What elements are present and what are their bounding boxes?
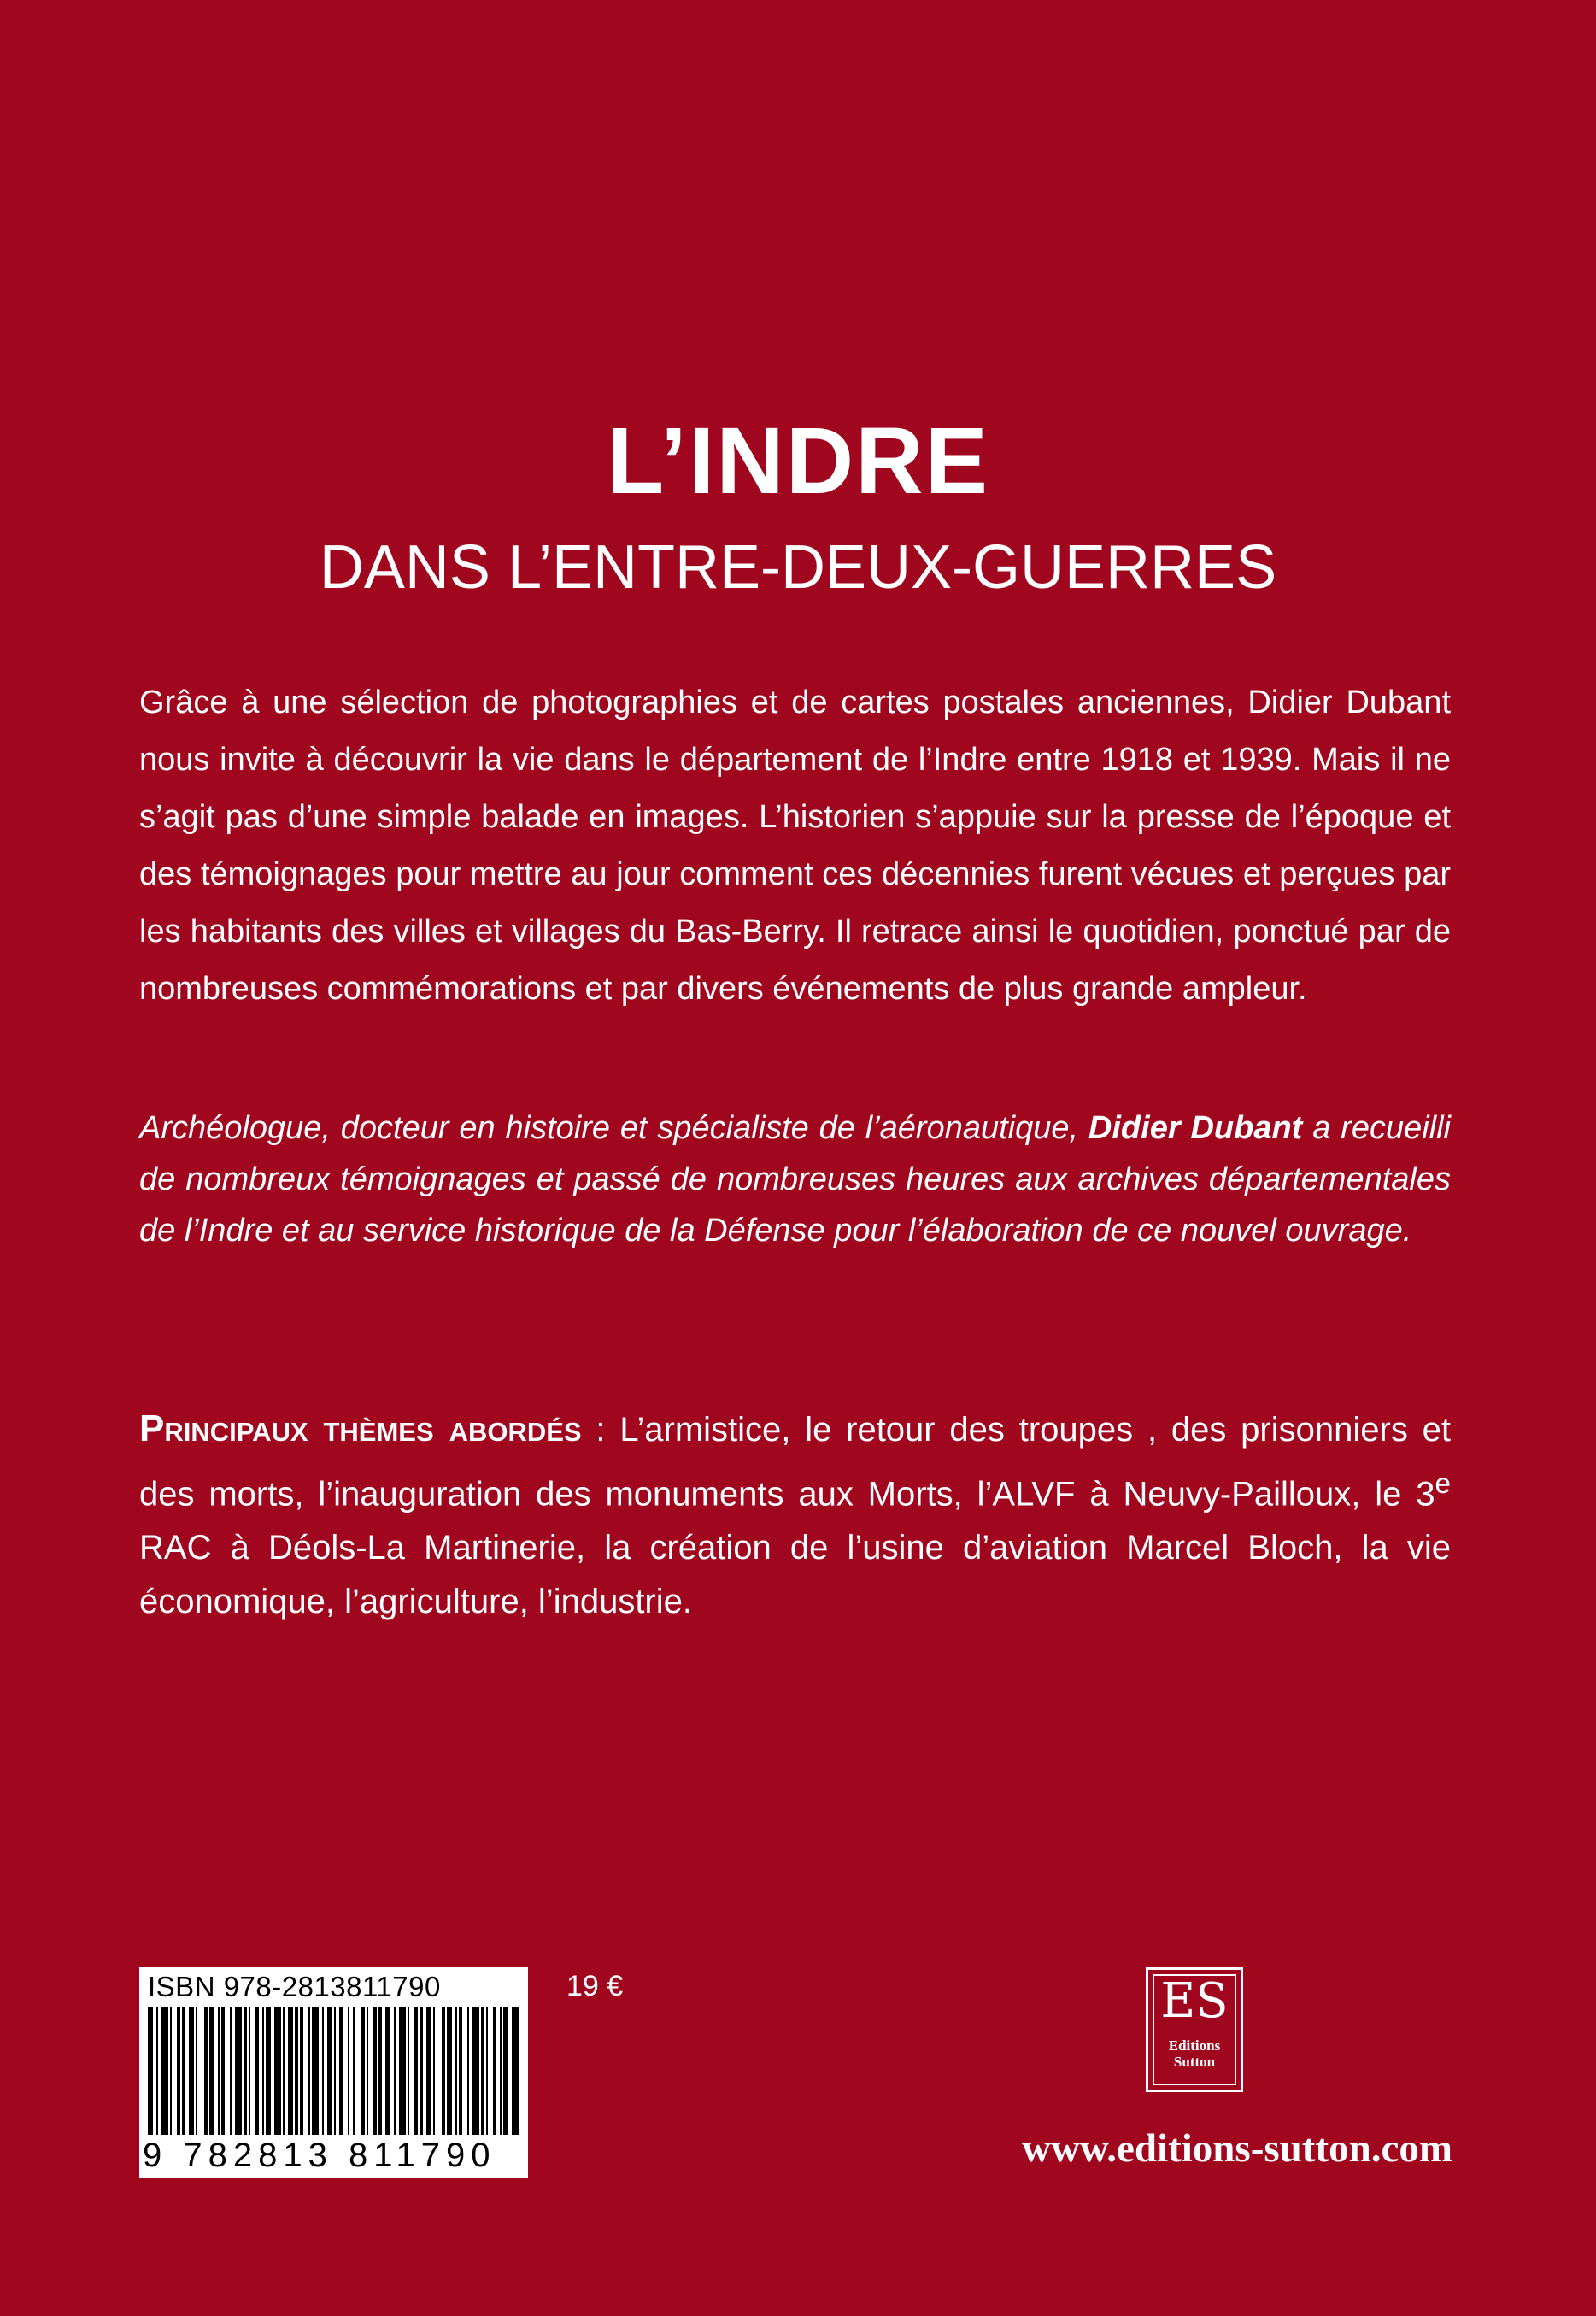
barcode-bar [442, 2007, 445, 2135]
themes-text-2: RAC à Déols-La Martinerie, la création de l’usine d’aviation Marcel Bloch, la vie économique, l’agriculture, l’industrie. [139, 1529, 1451, 1621]
barcode-bar [148, 2007, 153, 2135]
barcode-bar [459, 2007, 462, 2135]
barcode-bar [249, 2007, 250, 2135]
publisher-url[interactable]: www.editions-sutton.com [1022, 2126, 1452, 2171]
barcode-bar [467, 2007, 469, 2135]
publisher-logo-letters: ES [1160, 1973, 1229, 2029]
barcode-bar [244, 2007, 247, 2135]
barcode-bar [204, 2007, 208, 2135]
themes-superscript: e [1435, 1468, 1451, 1500]
barcode-bar [447, 2007, 452, 2135]
barcode-bar [348, 2007, 349, 2135]
barcode-bar [373, 2007, 377, 2135]
barcode-digits: 9 782813 811790 [143, 2137, 496, 2174]
barcode-bar [512, 2007, 519, 2135]
barcode-bar [196, 2007, 197, 2135]
barcode-bar [189, 2007, 194, 2135]
barcode-bar [312, 2007, 319, 2135]
isbn-barcode [139, 1967, 528, 2178]
barcode-bar [218, 2007, 220, 2135]
barcode-bar [156, 2007, 158, 2135]
barcode-bar [408, 2007, 409, 2135]
barcode-bars [148, 2007, 519, 2135]
themes-paragraph [139, 1402, 1451, 1629]
barcode-bar [283, 2007, 285, 2135]
barcode-bar [353, 2007, 355, 2135]
barcode-bar [486, 2007, 488, 2135]
barcode-bar [493, 2007, 496, 2135]
barcode-bar [274, 2007, 281, 2135]
barcode-bar [503, 2007, 508, 2135]
barcode-bar [266, 2007, 271, 2135]
barcode-bar [339, 2007, 343, 2135]
barcode-bar [209, 2007, 214, 2135]
book-subtitle: DANS L’ENTRE-DEUX-GUERRES [319, 533, 1277, 602]
barcode-bar [394, 2007, 396, 2135]
barcode-bar [288, 2007, 293, 2135]
publisher-logo-name [1154, 2037, 1235, 2070]
barcode-bar [455, 2007, 457, 2135]
barcode-bar [235, 2007, 242, 2135]
barcode-bar [361, 2007, 365, 2135]
barcode-bar [426, 2007, 431, 2135]
barcode-bar [308, 2007, 310, 2135]
barcode-bar [420, 2007, 423, 2135]
price: 19 € [566, 1970, 624, 2002]
barcode-bar [255, 2007, 259, 2135]
barcode-bar [182, 2007, 185, 2135]
barcode-bar [399, 2007, 406, 2135]
barcode-bar [327, 2007, 332, 2135]
barcode-bar [378, 2007, 382, 2135]
barcode-bar [414, 2007, 418, 2135]
publisher-logo-line2: Sutton [1173, 2054, 1216, 2070]
barcode-bar [334, 2007, 336, 2135]
barcode-bar [322, 2007, 324, 2135]
themes-label: Principaux thèmes abordés [139, 1408, 582, 1449]
barcode-bar [300, 2007, 303, 2135]
barcode-bar [221, 2007, 225, 2135]
barcode-bar [472, 2007, 479, 2135]
barcode-bar [385, 2007, 390, 2135]
barcode-bar [230, 2007, 232, 2135]
barcode-bar [177, 2007, 180, 2135]
barcode-bar [262, 2007, 264, 2135]
author-bio [139, 1102, 1451, 1256]
book-title: L’INDRE [607, 409, 989, 514]
barcode-bar [481, 2007, 484, 2135]
description-paragraph: Grâce à une sélection de photographies et de cartes postales anciennes, Didier Dubant nous invite à découvrir la vie dans le département de l’Indre entre 1918 et 1939. Mais il ne s’agit pas d’une simple balade en images. L’historien s’appuie sur la presse de l’époque et des témoignages pour mettre au jour comment ces décennies furent vécues et perçues par les habitants des villes et villages du Bas-Berry. Il retrace ainsi le quotidien, ponctué par de nombreuses commémorations et par divers événements de plus grande ampleur. [139, 685, 1451, 1007]
barcode-bar [161, 2007, 168, 2135]
barcode-bar [170, 2007, 172, 2135]
barcode-bar [433, 2007, 435, 2135]
publisher-logo-line1: Editions [1168, 2037, 1221, 2054]
barcode-bar [295, 2007, 298, 2135]
author-bio-prefix: Archéologue, docteur en histoire et spécialiste de l’aéronautique, [139, 1110, 1079, 1146]
barcode-bar [500, 2007, 502, 2135]
author-bio-suffix: a recueilli de nombreux témoignages et passé de nombreuses heures aux archives départementales de l’Indre et au service historique de la Défense pour l’élaboration de ce nouvel ouvrage. [139, 1110, 1451, 1249]
publisher-logo-frame [1153, 1974, 1236, 2085]
isbn-label: ISBN 978-2813811790 [148, 1971, 441, 2002]
themes-text-1: : L’armistice, le retour des troupes , des prisonniers et des morts, l’inauguration des monuments aux Morts, l’ALVF à Neuvy-Pailloux, le 3 [139, 1411, 1451, 1514]
publisher-logo [1146, 1967, 1243, 2092]
author-name: Didier Dubant [1088, 1110, 1303, 1146]
barcode-bar [367, 2007, 368, 2135]
